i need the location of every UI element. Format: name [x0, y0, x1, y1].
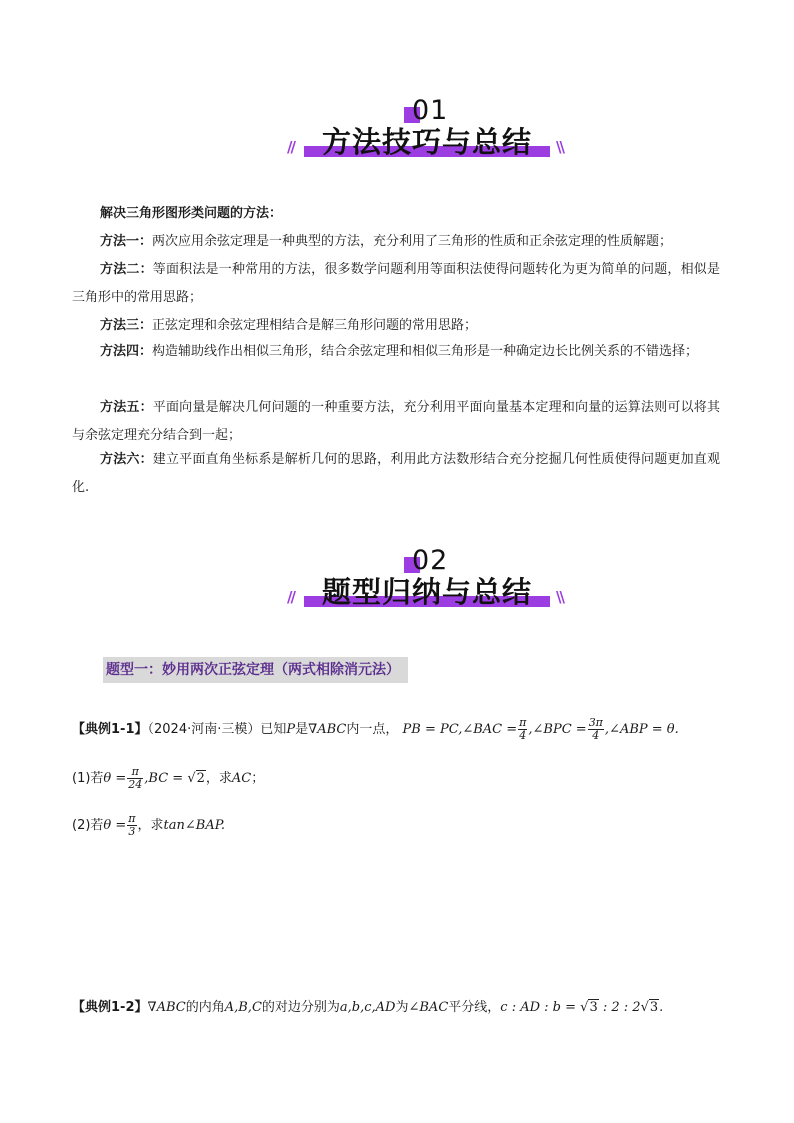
question-prefix: (1)若	[72, 771, 104, 786]
text: .	[659, 1000, 664, 1015]
example-1-1-statement	[72, 717, 679, 742]
text: 已知	[260, 722, 287, 737]
method-text: 等面积法是一种常用的方法，很多数学问题利用等面积法使得问题转化为更为简单的问题，相似是三角形中的常用思路；	[72, 262, 720, 305]
math-sqrt: √2	[187, 771, 205, 786]
section-title: 方法技巧与总结	[321, 125, 532, 159]
math-sqrt: √3	[640, 1000, 659, 1015]
question-2	[72, 813, 225, 838]
fraction-numerator: π	[519, 716, 527, 729]
math-sides: a,b,c,AD	[339, 1000, 396, 1015]
math-var: AC	[231, 771, 252, 786]
math-angle: ∠BAC	[408, 1000, 449, 1015]
methods-heading: 解决三角形图形类问题的方法：	[100, 206, 283, 221]
example-tag: 【典例1-2】	[72, 1000, 148, 1015]
math-condition: ,BC =	[144, 771, 184, 786]
fraction-numerator: π	[128, 812, 136, 825]
math-angles: A,B,C	[224, 1000, 262, 1015]
math-ratio: c : AD : b =	[500, 1000, 577, 1015]
fraction-denominator: 3	[128, 825, 136, 838]
math-theta: θ =	[103, 771, 127, 786]
sqrt-radicand: 3	[649, 1000, 659, 1015]
example-source: （2024·河南·三模）	[147, 722, 261, 737]
method-label: 方法六：	[100, 452, 153, 467]
fraction-numerator: π	[127, 766, 143, 779]
method-paragraph	[72, 312, 720, 340]
math-condition: ,∠ABP = θ.	[604, 722, 679, 737]
slash-decoration-left: //	[287, 588, 294, 606]
section-header-2	[0, 546, 794, 616]
math-fraction	[518, 717, 527, 742]
slash-decoration-right: \\	[556, 588, 563, 606]
fraction-denominator: 24	[128, 778, 143, 791]
text: ，求	[137, 818, 164, 833]
method-paragraph	[72, 228, 720, 256]
example-tag: 【典例1-1】	[72, 722, 148, 737]
section-number: 02	[412, 545, 449, 576]
question-prefix: (2)若	[72, 818, 104, 833]
method-label: 方法一：	[100, 234, 153, 249]
math-triangle: ∇ABC	[308, 722, 347, 737]
method-paragraph	[72, 256, 720, 312]
text: ，求	[205, 771, 232, 786]
math-triangle: ∇ABC	[147, 1000, 186, 1015]
method-text: 构造辅助线作出相似三角形，结合余弦定理和相似三角形是一种确定边长比例关系的不错选择；	[152, 344, 699, 359]
example-1-2-statement	[72, 997, 663, 1019]
category-label: 题型一：妙用两次正弦定理（两式相除消元法）	[103, 657, 408, 683]
method-paragraph	[72, 338, 720, 366]
section-number: 01	[412, 95, 449, 126]
method-paragraph	[72, 394, 720, 450]
method-label: 方法三：	[100, 318, 153, 333]
text: 的对边分别为	[261, 1000, 340, 1015]
fraction-denominator: 4	[519, 729, 527, 742]
section-header-1	[0, 96, 794, 166]
text: 是	[295, 722, 309, 737]
math-expression: tan∠BAP.	[163, 818, 225, 833]
math-condition: ,∠BPC =	[528, 722, 587, 737]
method-text: 正弦定理和余弦定理相结合是解三角形问题的常用思路；	[152, 318, 478, 333]
math-fraction	[588, 717, 604, 742]
method-text: 建立平面直角坐标系是解析几何的思路，利用此方法数形结合充分挖掘几何性质使得问题更加直观化.	[72, 452, 720, 495]
math-theta: θ =	[103, 818, 127, 833]
math-var: P	[286, 722, 296, 737]
fraction-denominator: 4	[592, 729, 600, 742]
sqrt-radicand: 2	[196, 771, 205, 786]
text: 为	[395, 1000, 409, 1015]
method-label: 方法二：	[100, 262, 153, 277]
slash-decoration-right: \\	[556, 138, 563, 156]
math-fraction	[127, 813, 136, 838]
math-fraction	[127, 766, 143, 791]
sqrt-radicand: 3	[589, 1000, 598, 1015]
method-label: 方法四：	[100, 344, 153, 359]
text: 平分线，	[448, 1000, 501, 1015]
math-ratio: : 2 : 2	[598, 1000, 641, 1015]
method-text: 两次应用余弦定理是一种典型的方法，充分利用了三角形的性质和正余弦定理的性质解题；	[152, 234, 673, 249]
text: 的内角	[185, 1000, 225, 1015]
fraction-numerator: 3π	[588, 716, 603, 729]
method-label: 方法五：	[100, 400, 153, 415]
question-1	[72, 766, 264, 791]
math-sqrt: √3	[580, 1000, 598, 1015]
text: ；	[251, 771, 265, 786]
math-condition: PB = PC,∠BAC =	[402, 722, 518, 737]
method-text: 平面向量是解决几何问题的一种重要方法，充分利用平面向量基本定理和向量的运算法则可以将其与余弦定理充分结合到一起；	[72, 400, 720, 443]
text: 内一点，	[346, 722, 399, 737]
method-paragraph	[72, 446, 720, 502]
section-title: 题型归纳与总结	[321, 575, 532, 609]
slash-decoration-left: //	[287, 138, 294, 156]
